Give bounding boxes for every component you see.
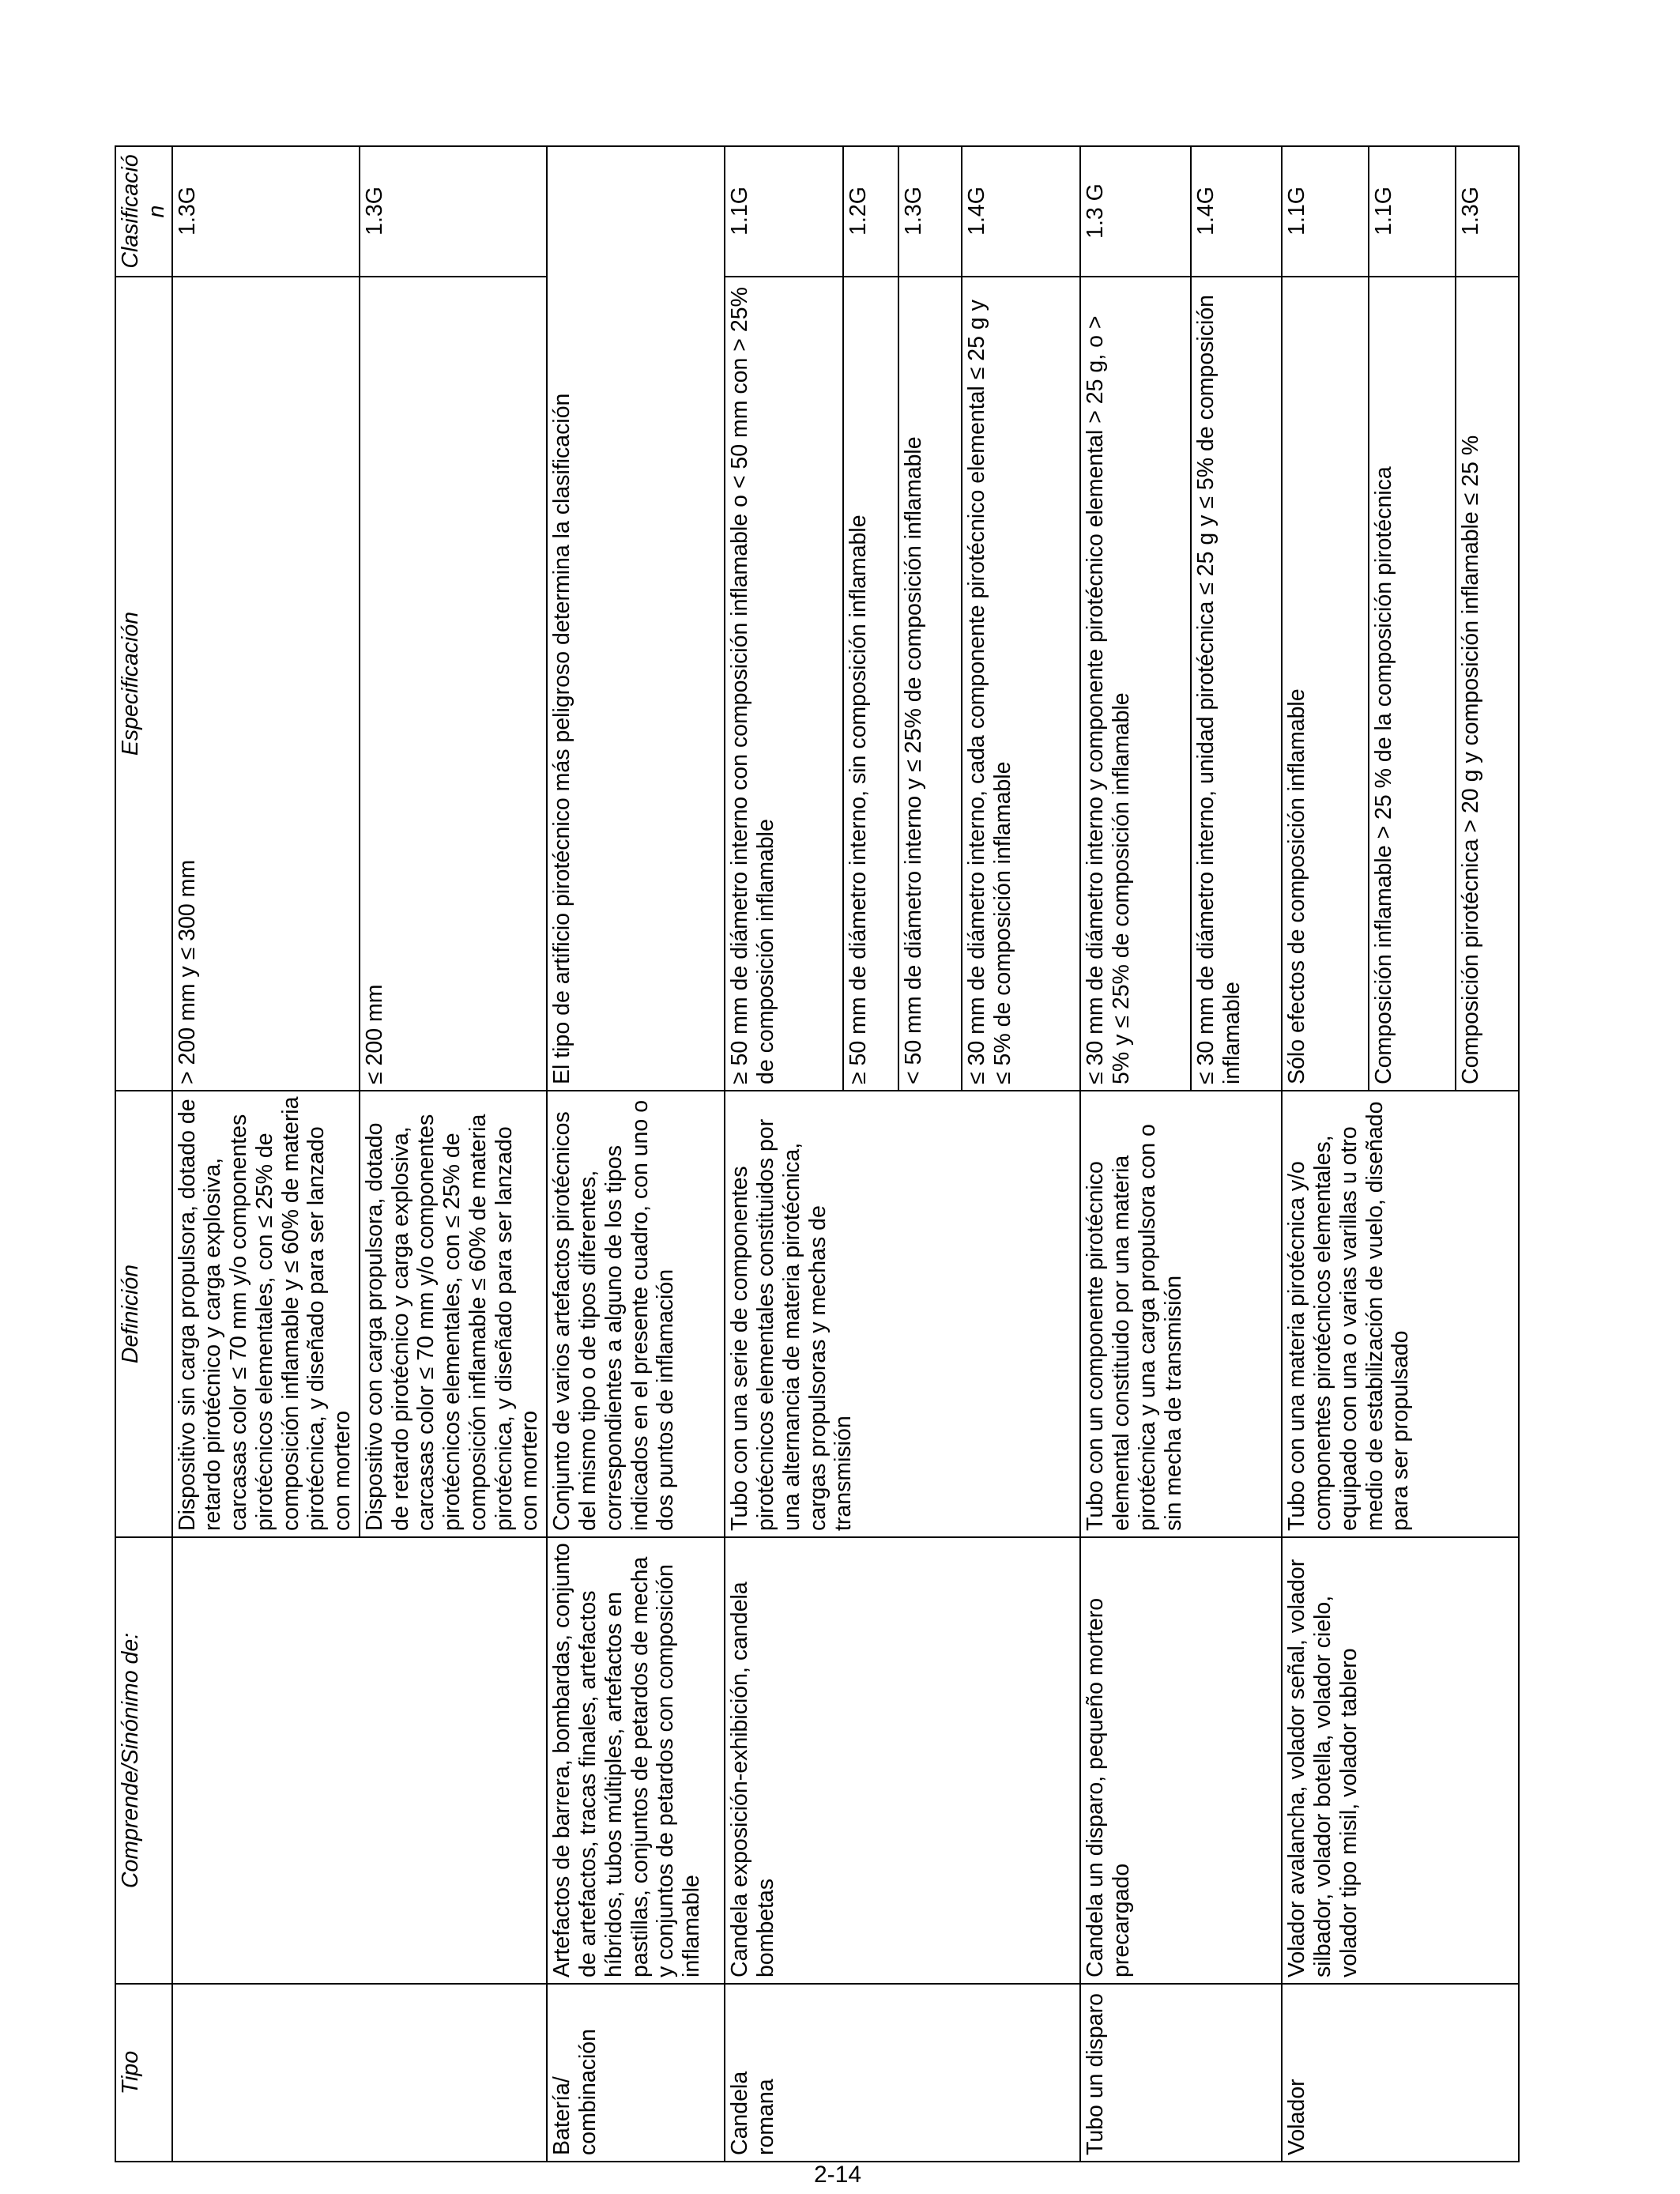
cell-clasificacion: 1.3G [172,146,360,277]
cell-especificacion: ≤ 30 mm de diámetro interno y componente pirotécnico elemental > 25 g, o > 5% y ≤ 25% de composición inflamable [1080,277,1191,1091]
cell-especificacion: Sólo efectos de composición inflamable [1282,277,1369,1091]
cell-clasificacion: 1.3G [898,146,962,277]
cell-especificacion: ≤ 200 mm [360,277,547,1091]
header-especificacion: Especificación [115,277,172,1091]
cell-tipo [172,1984,548,2162]
cell-tipo: Candela romana [725,1984,1080,2162]
cell-clasificacion: 1.1G [1369,146,1456,277]
page-number: 2-14 [814,2162,862,2188]
cell-clasificacion: 1.4G [1191,146,1282,277]
cell-tipo: Volador [1282,1984,1519,2162]
table-row [172,146,360,2162]
header-definicion: Definición [115,1091,172,1537]
cell-clasificacion: 1.3 G [1080,146,1191,277]
cell-tipo: Batería/ combinación [547,1984,725,2162]
cell-comprende: Artefactos de barrera, bombardas, conjunto de artefactos, tracas finales, artefactos híbridos, tubos múltiples, artefactos en pastillas, conjuntos de petardos de mecha y conjuntos de petardos con composición inflamable [547,1537,725,1984]
cell-clasificacion: 1.1G [725,146,843,277]
header-tipo: Tipo [115,1984,172,2162]
table-row [725,146,843,2162]
cell-comprende: Candela un disparo, pequeño mortero precargado [1080,1537,1282,1984]
cell-definicion: Tubo con una materia pirotécnica y/o componentes pirotécnicos elementales, equipado con una o varias varillas u otro medio de estabilización de vuelo, diseñado para ser propulsado [1282,1091,1519,1537]
header-row [115,146,172,2162]
cell-clasificacion: 1.4G [962,146,1080,277]
table-row [1080,146,1191,2162]
cell-clasificacion: 1.3G [360,146,547,277]
cell-tipo: Tubo un disparo [1080,1984,1282,2162]
table-row [1282,146,1369,2162]
cell-definicion: Dispositivo con carga propulsora, dotado de retardo pirotécnico y carga explosiva, carcasas color ≤ 70 mm y/o componentes pirotécnicos elementales, con ≤ 25% de composición inflamable ≤ 60% de materia pirotécnica, y diseñado para ser lanzado con mortero [360,1091,547,1537]
cell-especificacion: > 200 mm y ≤ 300 mm [172,277,360,1091]
cell-comprende: Candela exposición-exhibición, candela bombetas [725,1537,1080,1984]
cell-comprende [172,1537,548,1984]
cell-especificacion: ≤ 30 mm de diámetro interno, cada componente pirotécnico elemental ≤ 25 g y ≤ 5% de composición inflamable [962,277,1080,1091]
cell-especificacion: ≤ 30 mm de diámetro interno, unidad pirotécnica ≤ 25 g y ≤ 5% de composición inflamable [1191,277,1282,1091]
cell-especificacion: < 50 mm de diámetro interno y ≤ 25% de composición inflamable [898,277,962,1091]
cell-clasificacion: 1.2G [843,146,898,277]
cell-definicion: Conjunto de varios artefactos pirotécnicos del mismo tipo o de tipos diferentes, correspondientes a alguno de los tipos indicados en el presente cuadro, con uno o dos puntos de inflamación [547,1091,725,1537]
cell-definicion: Dispositivo sin carga propulsora, dotado de retardo pirotécnico y carga explosiva, carcasas color ≤ 70 mm y/o componentes pirotécnicos elementales, con ≤ 25% de composición inflamable y ≤ 60% de materia pirotécnica, y diseñado para ser lanzado con mortero [172,1091,360,1537]
cell-clasificacion: 1.1G [1282,146,1369,277]
cell-comprende: Volador avalancha, volador señal, volador silbador, volador botella, volador cielo, volador tipo misil, volador tablero [1282,1537,1519,1984]
header-comprende: Comprende/Sinónimo de: [115,1537,172,1984]
cell-definicion: Tubo con un componente pirotécnico elemental constituido por una materia pirotécnica y una carga propulsora con o sin mecha de transmisión [1080,1091,1282,1537]
cell-especificacion: Composición inflamable > 25 % de la composición pirotécnica [1369,277,1456,1091]
cell-especificacion: Composición pirotécnica > 20 g y composición inflamable ≤ 25 % [1456,277,1519,1091]
cell-especificacion: ≥ 50 mm de diámetro interno, sin composición inflamable [843,277,898,1091]
classification-table [115,145,1520,2162]
cell-especificacion: El tipo de artificio pirotécnico más peligroso determina la clasificación [547,146,725,1091]
table-row [547,146,725,2162]
header-clasificacion: Clasificación [115,146,172,277]
cell-clasificacion: 1.3G [1456,146,1519,277]
cell-definicion: Tubo con una serie de componentes pirotécnicos elementales constituidos por una alternancia de materia pirotécnica, cargas propulsoras y mechas de transmisión [725,1091,1080,1537]
cell-especificacion: ≥ 50 mm de diámetro interno con composición inflamable o < 50 mm con > 25% de composición inflamable [725,277,843,1091]
